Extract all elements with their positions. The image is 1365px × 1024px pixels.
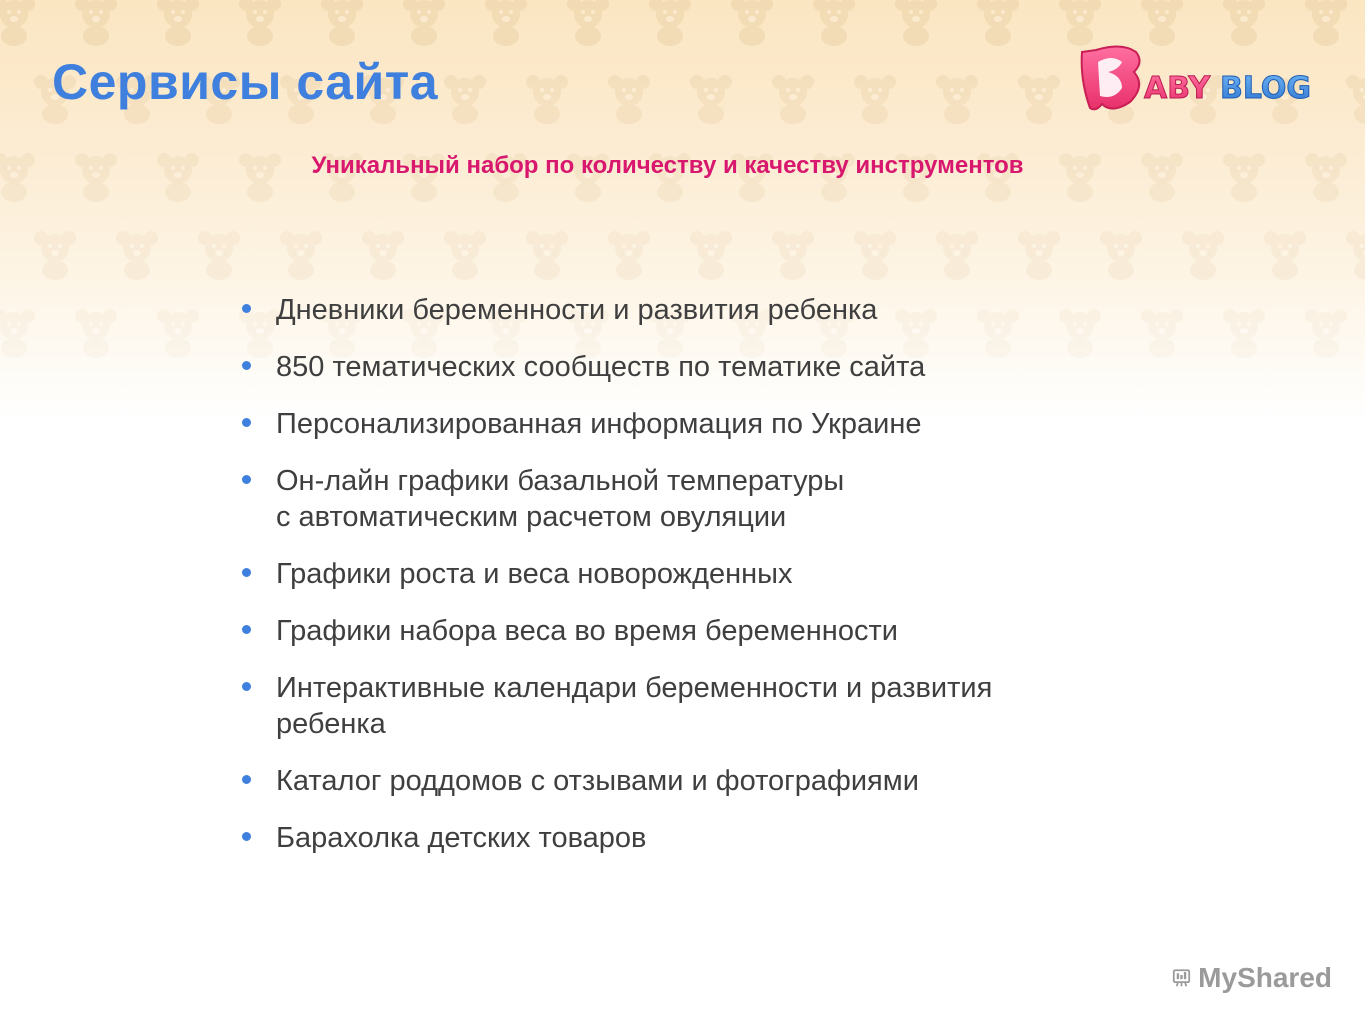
slide-subtitle: Уникальный набор по количеству и качеству инструментов xyxy=(311,152,1024,179)
teddy-bear-pattern-icon xyxy=(318,0,366,46)
feature-text: Интерактивные календари беременности и развития xyxy=(276,672,993,704)
teddy-bear-pattern-icon xyxy=(1097,228,1145,280)
bullet-dot-icon xyxy=(242,418,251,427)
myshared-logo-icon xyxy=(1172,961,1192,995)
teddy-bear-pattern-icon xyxy=(564,0,612,46)
feature-text: Графики набора веса во время беременности xyxy=(276,615,898,647)
teddy-bear-pattern-icon xyxy=(523,72,571,124)
teddy-bear-pattern-icon xyxy=(687,72,735,124)
teddy-bear-pattern-icon xyxy=(0,0,38,46)
teddy-bear-pattern-icon xyxy=(154,0,202,46)
feature-text: 850 тематических сообществ по тематике сайта xyxy=(276,351,926,383)
teddy-bear-pattern-icon xyxy=(728,0,776,46)
teddy-bear-pattern-icon xyxy=(359,228,407,280)
feature-item xyxy=(238,763,1168,799)
teddy-bear-pattern-icon xyxy=(1220,306,1268,358)
teddy-bear-pattern-icon xyxy=(236,0,284,46)
myshared-watermark xyxy=(1172,958,1332,998)
teddy-bear-pattern-icon xyxy=(933,228,981,280)
teddy-bear-pattern-icon xyxy=(400,0,448,46)
teddy-bear-pattern-icon xyxy=(605,72,653,124)
teddy-bear-pattern-icon xyxy=(769,228,817,280)
teddy-bear-pattern-icon xyxy=(441,228,489,280)
bullet-dot-icon xyxy=(242,625,251,634)
teddy-bear-pattern-icon xyxy=(1343,228,1365,280)
teddy-bear-pattern-icon xyxy=(933,72,981,124)
bullet-dot-icon xyxy=(242,682,251,691)
bullet-dot-icon xyxy=(242,568,251,577)
teddy-bear-pattern-icon xyxy=(1261,228,1309,280)
teddy-bear-pattern-icon xyxy=(195,228,243,280)
teddy-bear-pattern-icon xyxy=(72,0,120,46)
feature-text: Барахолка детских товаров xyxy=(276,822,647,854)
svg-text:ABY: ABY xyxy=(1144,71,1211,106)
feature-list xyxy=(238,292,1168,877)
feature-item xyxy=(238,556,1168,592)
feature-item xyxy=(238,670,1168,742)
bullet-dot-icon xyxy=(242,832,251,841)
feature-text: Дневники беременности и развития ребенка xyxy=(276,294,878,326)
teddy-bear-pattern-icon xyxy=(646,0,694,46)
teddy-bear-pattern-icon xyxy=(277,228,325,280)
teddy-bear-pattern-icon xyxy=(154,306,202,358)
teddy-bear-pattern-icon xyxy=(482,0,530,46)
teddy-bear-pattern-icon xyxy=(441,72,489,124)
teddy-bear-pattern-icon xyxy=(31,228,79,280)
feature-text: Персонализированная информация по Украине xyxy=(276,408,922,440)
bullet-dot-icon xyxy=(242,775,251,784)
feature-item xyxy=(238,820,1168,856)
teddy-bear-pattern-icon xyxy=(851,72,899,124)
feature-text-continuation: с автоматическим расчетом овуляции xyxy=(276,501,787,533)
feature-item xyxy=(238,349,1168,385)
teddy-bear-pattern-icon xyxy=(687,228,735,280)
feature-item xyxy=(238,292,1168,328)
babyblog-logo xyxy=(1072,40,1322,118)
teddy-bear-pattern-icon xyxy=(113,228,161,280)
bullet-dot-icon xyxy=(242,304,251,313)
teddy-bear-pattern-icon xyxy=(1015,72,1063,124)
feature-text: Он-лайн графики базальной температуры xyxy=(276,465,845,497)
teddy-bear-pattern-icon xyxy=(0,306,38,358)
feature-item xyxy=(238,463,1168,535)
svg-text:BLOG: BLOG xyxy=(1220,71,1312,106)
feature-text: Графики роста и веса новорожденных xyxy=(276,558,793,590)
teddy-bear-pattern-icon xyxy=(810,0,858,46)
bullet-dot-icon xyxy=(242,475,251,484)
feature-item xyxy=(238,613,1168,649)
teddy-bear-pattern-icon xyxy=(892,0,940,46)
feature-item xyxy=(238,406,1168,442)
teddy-bear-pattern-icon xyxy=(974,0,1022,46)
slide-title: Сервисы сайта xyxy=(52,54,439,110)
teddy-bear-pattern-icon xyxy=(1015,228,1063,280)
teddy-bear-pattern-icon xyxy=(851,228,899,280)
watermark-text: MyShared xyxy=(1198,962,1332,993)
bullet-dot-icon xyxy=(242,361,251,370)
feature-text-continuation: ребенка xyxy=(276,708,386,740)
teddy-bear-pattern-icon xyxy=(1302,306,1350,358)
teddy-bear-pattern-icon xyxy=(769,72,817,124)
teddy-bear-pattern-icon xyxy=(1179,228,1227,280)
teddy-bear-pattern-icon xyxy=(72,306,120,358)
teddy-bear-pattern-icon xyxy=(605,228,653,280)
teddy-bear-pattern-icon xyxy=(1343,72,1365,124)
teddy-bear-pattern-icon xyxy=(523,228,571,280)
feature-text: Каталог роддомов с отзывами и фотографиями xyxy=(276,765,919,797)
